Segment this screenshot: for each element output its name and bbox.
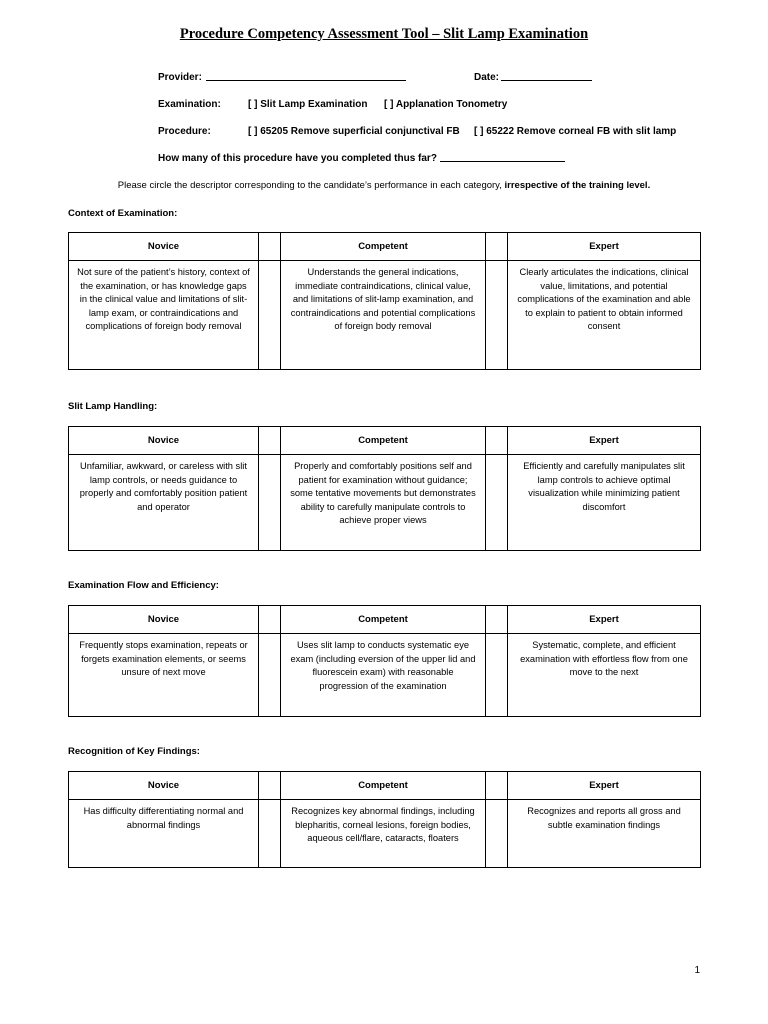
descriptor-competent[interactable]: Uses slit lamp to conducts systematic eye exam (including eversion of the upper lid and fluorescein exam) with reasonable progression of the examination: [281, 634, 486, 717]
score-box[interactable]: [486, 233, 508, 261]
header-competent: Competent: [281, 772, 486, 800]
header-expert: Expert: [508, 606, 701, 634]
procedure-label: Procedure:: [158, 126, 211, 137]
date-field[interactable]: [501, 71, 592, 81]
procedure-count-field[interactable]: [440, 152, 565, 162]
provider-field[interactable]: [206, 71, 406, 81]
instructions: [0, 180, 768, 191]
score-box[interactable]: [486, 261, 508, 370]
exam-option-applanation[interactable]: [ ] Applanation Tonometry: [384, 99, 508, 110]
score-box[interactable]: [486, 800, 508, 868]
date-label: Date:: [474, 72, 500, 83]
instructions-text: Please circle the descriptor corresponding to the candidate’s performance in each category,: [117, 180, 502, 191]
rubric-table-flow: [68, 605, 701, 717]
procedure-count-question: How many of this procedure have you completed thus far?: [158, 153, 437, 164]
document-title: Procedure Competency Assessment Tool – Slit Lamp Examination: [179, 26, 589, 42]
exam-option-slit-lamp[interactable]: [ ] Slit Lamp Examination: [248, 99, 368, 110]
rubric-table-context: [68, 232, 701, 370]
score-box[interactable]: [259, 455, 281, 551]
score-box[interactable]: [486, 634, 508, 717]
section-title-findings: Recognition of Key Findings:: [68, 746, 200, 757]
score-box[interactable]: [259, 606, 281, 634]
rubric-table-findings: [68, 771, 701, 868]
score-box[interactable]: [259, 634, 281, 717]
header-expert: Expert: [508, 233, 701, 261]
descriptor-competent[interactable]: Properly and comfortably positions self and patient for examination without guidance; some tentative movements but demonstrates ability to carefully manipulate controls to achieve proper views: [281, 455, 486, 551]
header-expert: Expert: [508, 772, 701, 800]
score-box[interactable]: [259, 261, 281, 370]
score-box[interactable]: [259, 427, 281, 455]
section-title-handling: Slit Lamp Handling:: [68, 401, 158, 412]
descriptor-expert[interactable]: Clearly articulates the indications, clinical value, limitations, and potential complications of the examination and able to explain to patient to obtain informed consent: [508, 261, 701, 370]
score-box[interactable]: [486, 772, 508, 800]
header-competent: Competent: [281, 233, 486, 261]
rubric-table-handling: [68, 426, 701, 551]
descriptor-competent[interactable]: Recognizes key abnormal findings, including blepharitis, corneal lesions, foreign bodies, aqueous cell/flare, cataracts, floaters: [281, 800, 486, 868]
procedure-option-65222[interactable]: [ ] 65222 Remove corneal FB with slit lamp: [474, 126, 677, 137]
header-novice: Novice: [69, 772, 259, 800]
score-box[interactable]: [486, 427, 508, 455]
descriptor-novice[interactable]: Frequently stops examination, repeats or forgets examination elements, or seems unsure of next move: [69, 634, 259, 717]
header-expert: Expert: [508, 427, 701, 455]
descriptor-expert[interactable]: Systematic, complete, and efficient examination with effortless flow from one move to the next: [508, 634, 701, 717]
score-box[interactable]: [259, 800, 281, 868]
score-box[interactable]: [486, 606, 508, 634]
header-competent: Competent: [281, 606, 486, 634]
descriptor-novice[interactable]: Has difficulty differentiating normal and abnormal findings: [69, 800, 259, 868]
provider-label: Provider:: [158, 72, 202, 83]
descriptor-novice[interactable]: Unfamiliar, awkward, or careless with slit lamp controls, or needs guidance to properly and comfortably position patient and operator: [69, 455, 259, 551]
descriptor-expert[interactable]: Recognizes and reports all gross and subtle examination findings: [508, 800, 701, 868]
section-title-flow: Examination Flow and Efficiency:: [68, 580, 219, 591]
header-competent: Competent: [281, 427, 486, 455]
descriptor-expert[interactable]: Efficiently and carefully manipulates slit lamp controls to achieve optimal visualization while minimizing patient discomfort: [508, 455, 701, 551]
instructions-emphasis: irrespective of the training level.: [504, 180, 651, 191]
score-box[interactable]: [259, 772, 281, 800]
section-title-context: Context of Examination:: [68, 208, 178, 219]
descriptor-competent[interactable]: Understands the general indications, immediate contraindications, clinical value, and limitations of slit-lamp examination, and contraindications and potential complications of foreign body removal: [281, 261, 486, 370]
score-box[interactable]: [486, 455, 508, 551]
header-novice: Novice: [69, 427, 259, 455]
header-novice: Novice: [69, 606, 259, 634]
examination-label: Examination:: [158, 99, 221, 110]
score-box[interactable]: [259, 233, 281, 261]
page-number: 1: [694, 965, 700, 976]
header-novice: Novice: [69, 233, 259, 261]
descriptor-novice[interactable]: Not sure of the patient’s history, context of the examination, or has knowledge gaps in the clinical value and limitations of slit-lamp exam, or contraindications and complications of foreign body removal: [69, 261, 259, 370]
procedure-option-65205[interactable]: [ ] 65205 Remove superficial conjunctival FB: [248, 126, 460, 137]
